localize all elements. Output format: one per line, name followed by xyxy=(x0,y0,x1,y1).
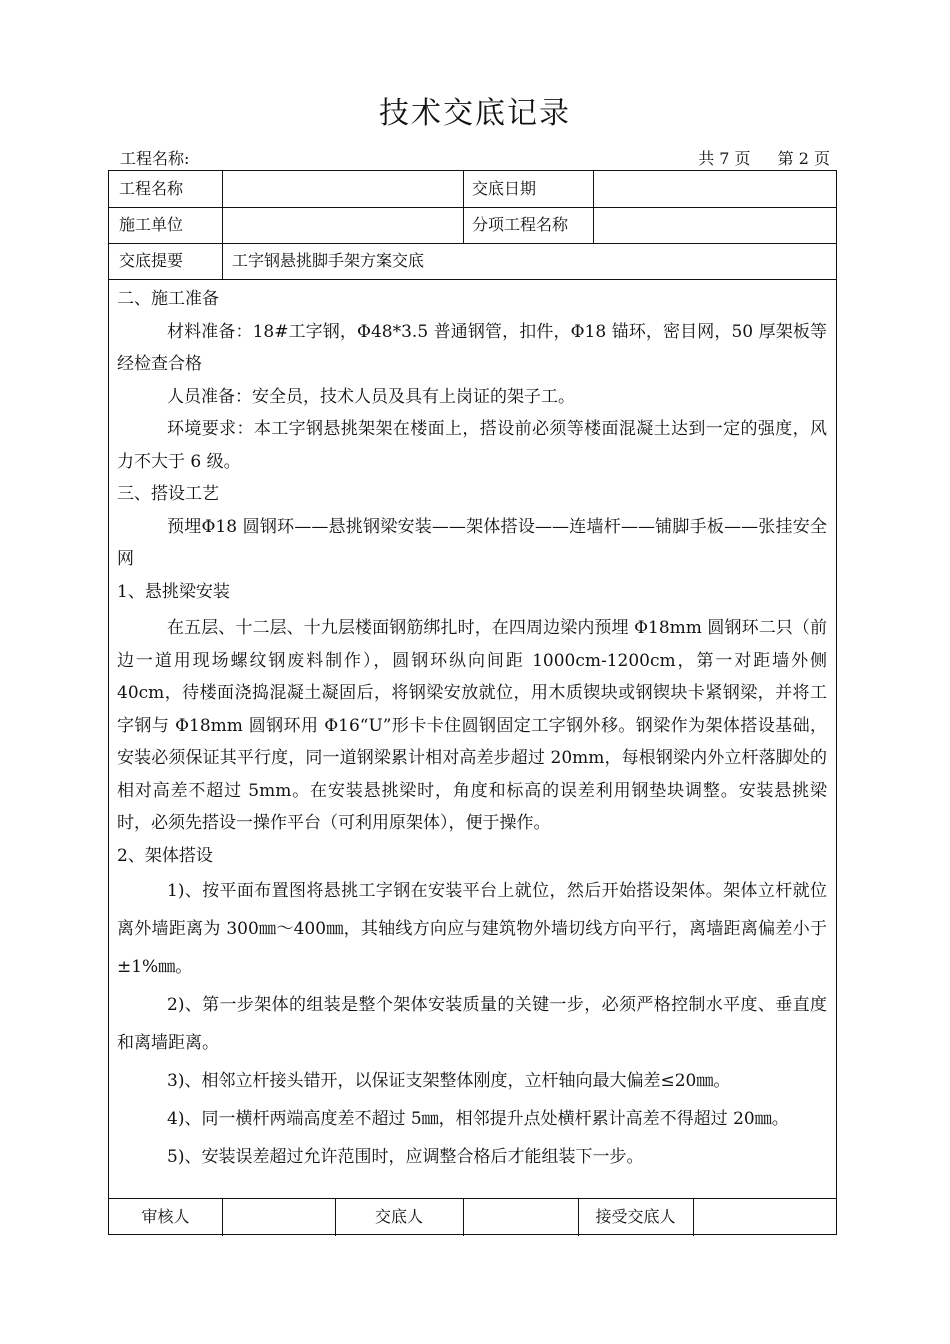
row-divider xyxy=(109,243,836,244)
paragraph: 3)、相邻立杆接头错开，以保证支架整体刚度，立杆轴向最大偏差≤20㎜。 xyxy=(167,1071,731,1091)
column-divider xyxy=(463,171,464,243)
section-heading: 二、施工准备 xyxy=(117,289,219,309)
date-label: 交底日期 xyxy=(472,179,537,198)
project-name-caption: 工程名称: xyxy=(120,149,190,168)
project-name-label: 工程名称 xyxy=(119,179,184,198)
row-divider xyxy=(109,279,836,280)
paragraph: 预埋Φ18 圆钢环——悬挑钢梁安装——架体搭设——连墙杆——铺脚手板——张挂安全网 xyxy=(117,516,827,569)
paragraph: 5)、安装误差超过允许范围时，应调整合格后才能组装下一步。 xyxy=(167,1147,644,1167)
paragraph: 人员准备：安全员，技术人员及具有上岗证的架子工。 xyxy=(167,386,575,407)
total-pages: 共 7 页 xyxy=(698,149,751,168)
row-divider xyxy=(109,207,836,208)
paragraph: 1)、按平面布置图将悬挑工字钢在安装平台上就位，然后开始搭设架体。架体立杆就位离外墙距离为 300㎜～400㎜，其轴线方向应与建筑物外墙切线方向平行，离墙距离偏差小于±1%㎜。 xyxy=(117,881,827,977)
column-divider xyxy=(693,1198,694,1236)
unit-label: 施工单位 xyxy=(119,215,184,234)
page-title: 技术交底记录 xyxy=(379,96,571,131)
paragraph: 2)、第一步架体的组装是整个架体安装质量的关键一步，必须严格控制水平度、垂直度和离墙距离。 xyxy=(117,995,827,1053)
row-divider xyxy=(109,1198,836,1199)
column-divider xyxy=(463,1198,464,1236)
briefing-content xyxy=(117,283,827,1176)
current-page: 第 2 页 xyxy=(777,149,830,168)
section-heading: 三、搭设工艺 xyxy=(117,484,219,504)
sub-project-label: 分项工程名称 xyxy=(472,215,569,234)
reviewer-label: 审核人 xyxy=(141,1207,190,1226)
summary-label: 交底提要 xyxy=(119,251,184,270)
presenter-label: 交底人 xyxy=(374,1207,423,1226)
page-meta xyxy=(120,146,830,170)
paragraph: 4)、同一横杆两端高度差不超过 5㎜，相邻提升点处横杆累计高差不得超过 20㎜。 xyxy=(167,1109,789,1129)
paragraph: 在五层、十二层、十九层楼面钢筋绑扎时，在四周边梁内预埋 Φ18mm 圆钢环二只（前边一道用现场螺纹钢废料制作），圆钢环纵向间距 1000cm-1200cm，第一对距墙外侧 40cm，待楼面浇捣混凝土凝固后，将钢梁安放就位，用木质锲块或钢锲块卡紧钢梁，并将工字钢与 Φ18mm 圆钢环用 Φ16“U”形卡卡住圆钢固定工字钢外移。钢梁作为架体搭设基础，安装必须保证其平行度，同一道钢梁累计相对高差步超过 20mm，每根钢梁内外立杆落脚处的相对高差不超过 5mm。在安装悬挑梁时，角度和标高的误差利用钢垫块调整。安装悬挑梁时，必须先搭设一操作平台（可利用原架体），便于操作。 xyxy=(117,618,827,833)
receiver-label: 接受交底人 xyxy=(595,1207,676,1226)
paragraph: 材料准备：18#工字钢，Φ48*3.5 普通钢管，扣件，Φ18 锚环，密目网，50 厚架板等经检查合格 xyxy=(117,321,827,374)
column-divider xyxy=(222,171,223,279)
record-sheet xyxy=(108,170,837,1235)
summary-value: 工字钢悬挑脚手架方案交底 xyxy=(232,251,425,270)
column-divider xyxy=(222,1198,223,1236)
page-counter xyxy=(692,146,830,169)
column-divider xyxy=(593,171,594,243)
subsection-heading: 1、悬挑梁安装 xyxy=(117,581,230,602)
subsection-heading: 2、架体搭设 xyxy=(117,845,213,866)
paragraph: 环境要求：本工字钢悬挑架架在楼面上，搭设前必须等楼面混凝土达到一定的强度，风力不大于 6 级。 xyxy=(117,419,827,472)
